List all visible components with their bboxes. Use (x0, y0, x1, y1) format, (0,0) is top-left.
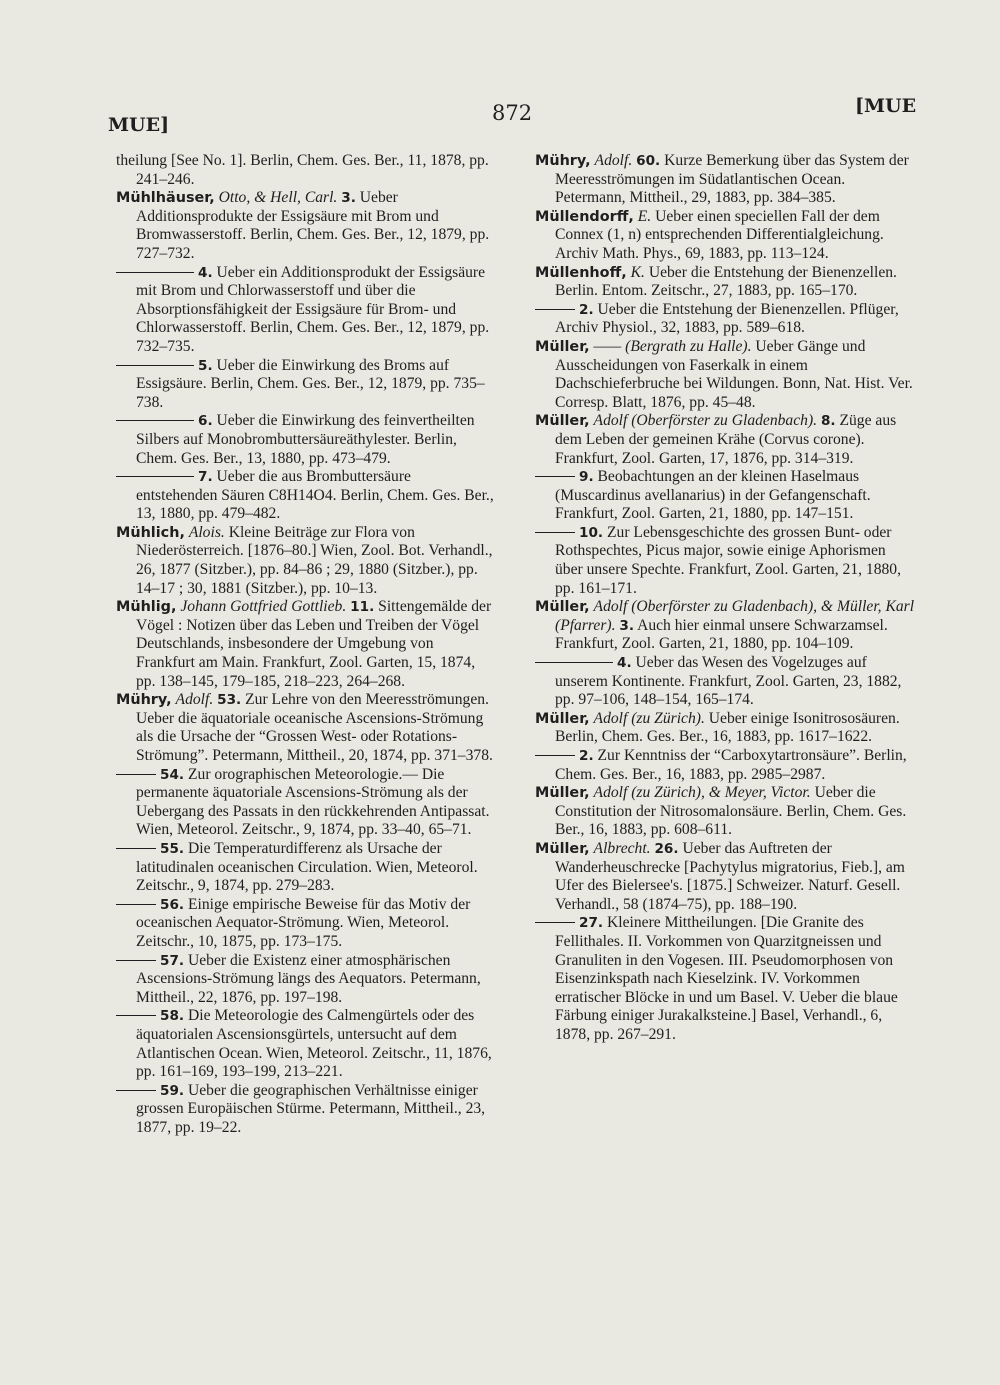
ditto-rule (116, 476, 194, 477)
catalogue-entry (535, 208, 915, 264)
catalogue-entry (535, 840, 915, 914)
catalogue-entry (535, 301, 915, 338)
ditto-rule (116, 420, 194, 421)
entry-number: 57. (160, 952, 185, 969)
entry-text: Ueber die Entstehung der Bienenzellen. Pflüger, Archiv Physiol., 32, 1883, pp. 589–618. (555, 300, 899, 337)
entry-text: Ueber Additionsprodukte der Essigsäure mit Brom und Bromwasserstoff. Berlin, Chem. Ges. Ber., 12, 1879, pp. 727–732. (136, 189, 490, 262)
entry-author-detail: Otto, & Hell, Carl. (218, 189, 338, 207)
entry-number: 56. (160, 896, 185, 913)
catalogue-entry (116, 524, 496, 598)
entry-author-detail: Albrecht. (593, 839, 651, 857)
entry-text: Kleinere Mittheilungen. [Die Granite des Fellithales. II. Vorkommen von Quarzitgneissen und Granuliten in den Vogesen. III. Pseudomorphosen von Eisenzinkspath nach Kieselzink. IV. Vorkommen erratischer Blöcke in und um Basel. V. Ueber die blaue Färbung einiger Jurakalksteine.] Basel, Verhandl., 6, 1878, pp. 267–291. (555, 914, 898, 1043)
entry-author: Mühry, (535, 153, 591, 169)
entry-text: Zur Lebensgeschichte des grossen Bunt- oder Rothspechtes, Picus major, sowie einige Aphorismen über unsere Spechte. Frankfurt, Zool. Garten, 21, 1880, pp. 161–171. (555, 523, 902, 597)
ditto-rule (116, 272, 194, 273)
entry-author-detail: Adolf (Oberförster zu Gladenbach), & Müller, Karl (Pfarrer). (555, 598, 915, 634)
entry-number: 5. (198, 357, 213, 374)
entry-author-detail: E. (637, 207, 652, 225)
entry-author: Müller, (535, 599, 590, 616)
entry-number: 11. (350, 599, 375, 616)
catalogue-entry (116, 896, 496, 952)
entry-text: theilung [See No. 1]. Berlin, Chem. Ges. Ber., 11, 1878, pp. 241–246. (116, 152, 489, 188)
entry-author: Mühlich, (116, 524, 185, 541)
entry-text: Sittengemälde der Vögel : Notizen über das Leben und Treiben der Vögel Deutschlands, insbesondere der Umgebung von Frankfurt am Main. Frankfurt, Zool. Garten, 15, 1874, pp. 138–145, 179–185, 218–223, 264–268. (136, 598, 492, 690)
running-head-right: [MUE (855, 95, 917, 117)
entry-text: Einige empirische Beweise für das Motiv der oceanischen Aequator-Strömung. Wien, Meteorol. Zeitschr., 10, 1875, pp. 173–175. (136, 895, 471, 950)
entry-text: Beobachtungen an der kleinen Haselmaus (Muscardinus avellanarius) in der Gefangenschaft. Frankfurt, Zool. Garten, 21, 1880, pp. 147–151. (555, 468, 871, 523)
entry-text: Ueber die Einwirkung des Broms auf Essigsäure. Berlin, Chem. Ges. Ber., 12, 1879, pp. 735–738. (136, 356, 485, 411)
entry-text: Ueber die Entstehung der Bienenzellen. Berlin. Entom. Zeitschr., 27, 1883, pp. 165–170. (555, 263, 897, 300)
entry-author: Müllenhoff, (535, 264, 627, 281)
entry-text: Züge aus dem Leben der gemeinen Krähe (Corvus corone). Frankfurt, Zool. Garten, 17, 1876, pp. 314–319. (555, 412, 897, 467)
catalogue-entry (535, 598, 915, 654)
catalogue-entry (116, 152, 496, 189)
entry-number: 2. (579, 301, 594, 318)
catalogue-entry (116, 412, 496, 468)
ditto-rule (535, 922, 575, 923)
entry-text: Ueber die aus Brombuttersäure entstehenden Säuren C8H14O4. Berlin, Chem. Ges. Ber., 13, 1880, pp. 479–482. (136, 468, 494, 523)
entry-text: Zur Kenntniss der “Carboxytartronsäure”. Berlin, Chem. Ges. Ber., 16, 1883, pp. 2985–2987. (555, 747, 907, 783)
entry-text: Ueber das Auftreten der Wanderheuschrecke [Pachytylus migratorius, Fieb.], am Ufer des Bielersee's. [1875.] Schweizer. Naturf. Gesell. Verhandl., 58 (1874–75), pp. 188–190. (555, 839, 905, 913)
entry-text: Kurze Bemerkung über das System der Meeresströmungen im Südatlantischen Ocean. Petermann, Mittheil., 29, 1883, pp. 384–385. (555, 152, 909, 207)
catalogue-entry (116, 468, 496, 524)
entry-author: Müllendorff, (535, 208, 634, 225)
catalogue-entry (535, 412, 915, 468)
catalogue-entry (116, 840, 496, 896)
catalogue-entry (535, 747, 915, 784)
entry-text: Zur orographischen Meteorologie.— Die permanente äquatoriale Ascensions-Strömung als der Uebergang des Passats in den rückkehrenden Antipassat. Wien, Meteorol. Zeitschr., 9, 1874, pp. 33–40, 65–71. (136, 765, 490, 839)
ditto-rule (535, 755, 575, 756)
entry-text: Ueber die Constitution der Nitrosomalonsäure. Berlin, Chem. Ges. Ber., 16, 1883, pp. 608–611. (555, 784, 907, 839)
left-column (116, 152, 496, 1137)
entry-author: Mühry, (116, 692, 172, 709)
entry-number: 53. (217, 692, 242, 709)
entry-number: 4. (198, 264, 213, 281)
catalogue-entry (535, 468, 915, 524)
entry-author: Müller, (535, 338, 590, 355)
catalogue-entry (116, 766, 496, 840)
running-head-left: MUE] (108, 114, 170, 136)
catalogue-entry (116, 598, 496, 691)
entry-author-detail: Adolf. (175, 691, 214, 709)
entry-number: 6. (198, 413, 213, 430)
ditto-rule (116, 960, 156, 961)
entry-author-detail: Adolf (zu Zürich). (593, 709, 705, 727)
entry-number: 8. (820, 413, 836, 430)
entry-author: Müller, (535, 413, 590, 430)
page-number: 872 (492, 101, 533, 125)
ditto-rule (116, 365, 194, 366)
entry-number: 55. (160, 840, 185, 857)
entry-number: 60. (636, 153, 661, 169)
ditto-rule (116, 904, 156, 905)
entry-author-detail: Johann Gottfried Gottlieb. (180, 598, 347, 616)
catalogue-entry (116, 264, 496, 357)
catalogue-entry (535, 152, 915, 208)
catalogue-entry (535, 338, 915, 412)
entry-author-detail: Adolf (Oberförster zu Gladenbach). (593, 412, 818, 430)
entry-number: 26. (654, 840, 679, 857)
ditto-rule (535, 309, 575, 310)
entry-text: Auch hier einmal unsere Schwarzamsel. Frankfurt, Zool. Garten, 21, 1880, pp. 104–109. (555, 616, 888, 653)
entry-number: 10. (579, 524, 604, 541)
entry-author-detail: Adolf. (594, 152, 633, 169)
entry-text: Ueber einige Isonitrososäuren. Berlin, Chem. Ges. Ber., 16, 1883, pp. 1617–1622. (555, 709, 900, 746)
catalogue-entry (535, 264, 915, 301)
catalogue-entry (535, 784, 915, 840)
entry-author-detail: —— (Bergrath zu Halle). (593, 337, 752, 355)
entry-author-detail: K. (630, 263, 645, 281)
entry-number: 2. (579, 748, 594, 764)
catalogue-entry (116, 357, 496, 413)
entry-number: 4. (617, 655, 632, 672)
ditto-rule (116, 1015, 156, 1016)
entry-number: 27. (579, 915, 604, 932)
entry-number: 3. (619, 617, 635, 634)
entry-author: Müller, (535, 785, 590, 802)
entry-text: Die Temperaturdifferenz als Ursache der latitudinalen oceanischen Circulation. Wien, Meteorol. Zeitschr., 9, 1874, pp. 279–283. (136, 839, 478, 895)
entry-text: Ueber die Existenz einer atmosphärischen Ascensions-Strömung längs des Aequators. Petermann, Mittheil., 22, 1876, pp. 197–198. (136, 951, 481, 1006)
entry-text: Ueber einen speciellen Fall der dem Connex (1, n) entsprechenden Differentialgleichung. Archiv Math. Phys., 69, 1883, pp. 113–124. (555, 207, 884, 262)
catalogue-entry (116, 1007, 496, 1081)
ditto-rule (535, 662, 613, 663)
entry-text: Ueber Gänge und Ausscheidungen von Faserkalk in einem Dachschieferbruche bei Wildungen. Bonn, Nat. Hist. Ver. Corresp. Blatt, 1876, pp. 45–48. (555, 337, 913, 411)
ditto-rule (116, 1090, 156, 1091)
entry-text: Kleine Beiträge zur Flora von Niederösterreich. [1876–80.] Wien, Zool. Bot. Verhandl., 26, 1877 (Sitzber.), pp. 84–86 ; 29, 1880 (Sitzber.), pp. 14–17 ; 30, 1881 (Sitzber.), pp. 10–13. (136, 523, 493, 597)
catalogue-entry (535, 914, 915, 1044)
entry-author: Müller, (535, 840, 590, 857)
entry-text: Ueber ein Additionsprodukt der Essigsäure mit Brom und Chlorwasserstoff und über die Absorptionsfähigkeit der Essigsäure für Brom- und Chlorwasserstoff. Berlin, Chem. Ges. Ber., 12, 1879, pp. 732–735. (136, 263, 490, 355)
entry-text: Ueber das Wesen des Vogelzuges auf unserem Kontinente. Frankfurt, Zool. Garten, 23, 1882, pp. 97–106, 148–154, 165–174. (555, 654, 902, 709)
ditto-rule (116, 774, 156, 775)
catalogue-entry (535, 524, 915, 598)
ditto-rule (535, 476, 575, 477)
entry-number: 59. (160, 1082, 185, 1099)
entry-text: Ueber die geographischen Verhältnisse einiger grossen Europäischen Stürme. Petermann, Mittheil., 23, 1877, pp. 19–22. (136, 1081, 486, 1136)
catalogue-entry (116, 189, 496, 263)
ditto-rule (116, 848, 156, 849)
entry-author: Mühlig, (116, 599, 177, 616)
catalogue-entry (116, 1082, 496, 1138)
catalogue-entry (116, 691, 496, 765)
entry-number: 7. (198, 469, 213, 486)
entry-text: Zur Lehre von den Meeresströmungen. Ueber die äquatoriale oceanische Ascensions-Strömung als die Ursache der “Grossen West- oder Rotations-Strömung”. Petermann, Mittheil., 20, 1874, pp. 371–378. (136, 691, 493, 764)
entry-number: 3. (341, 190, 356, 207)
entry-text: Die Meteorologie des Calmengürtels oder des äquatorialen Ascensionsgürtels, untersucht auf dem Atlantischen Ocean. Wien, Meteorol. Zeitschr., 11, 1876, pp. 161–169, 193–199, 213–221. (136, 1007, 492, 1081)
entry-number: 54. (160, 766, 185, 783)
right-column (535, 152, 915, 1045)
catalogue-entry (116, 952, 496, 1008)
catalogue-entry (535, 710, 915, 747)
entry-author: Müller, (535, 710, 590, 727)
entry-number: 58. (160, 1008, 185, 1025)
entry-number: 9. (579, 469, 594, 486)
entry-author-detail: Adolf (zu Zürich), & Meyer, Victor. (593, 784, 811, 802)
entry-author: Mühlhäuser, (116, 190, 215, 207)
catalogue-entry (535, 654, 915, 710)
entry-text: Ueber die Einwirkung des feinvertheilten Silbers auf Monobrombuttersäureäthylester. Berlin, Chem. Ges. Ber., 13, 1880, pp. 473–479. (136, 412, 475, 467)
ditto-rule (535, 532, 575, 533)
entry-author-detail: Alois. (188, 523, 225, 541)
